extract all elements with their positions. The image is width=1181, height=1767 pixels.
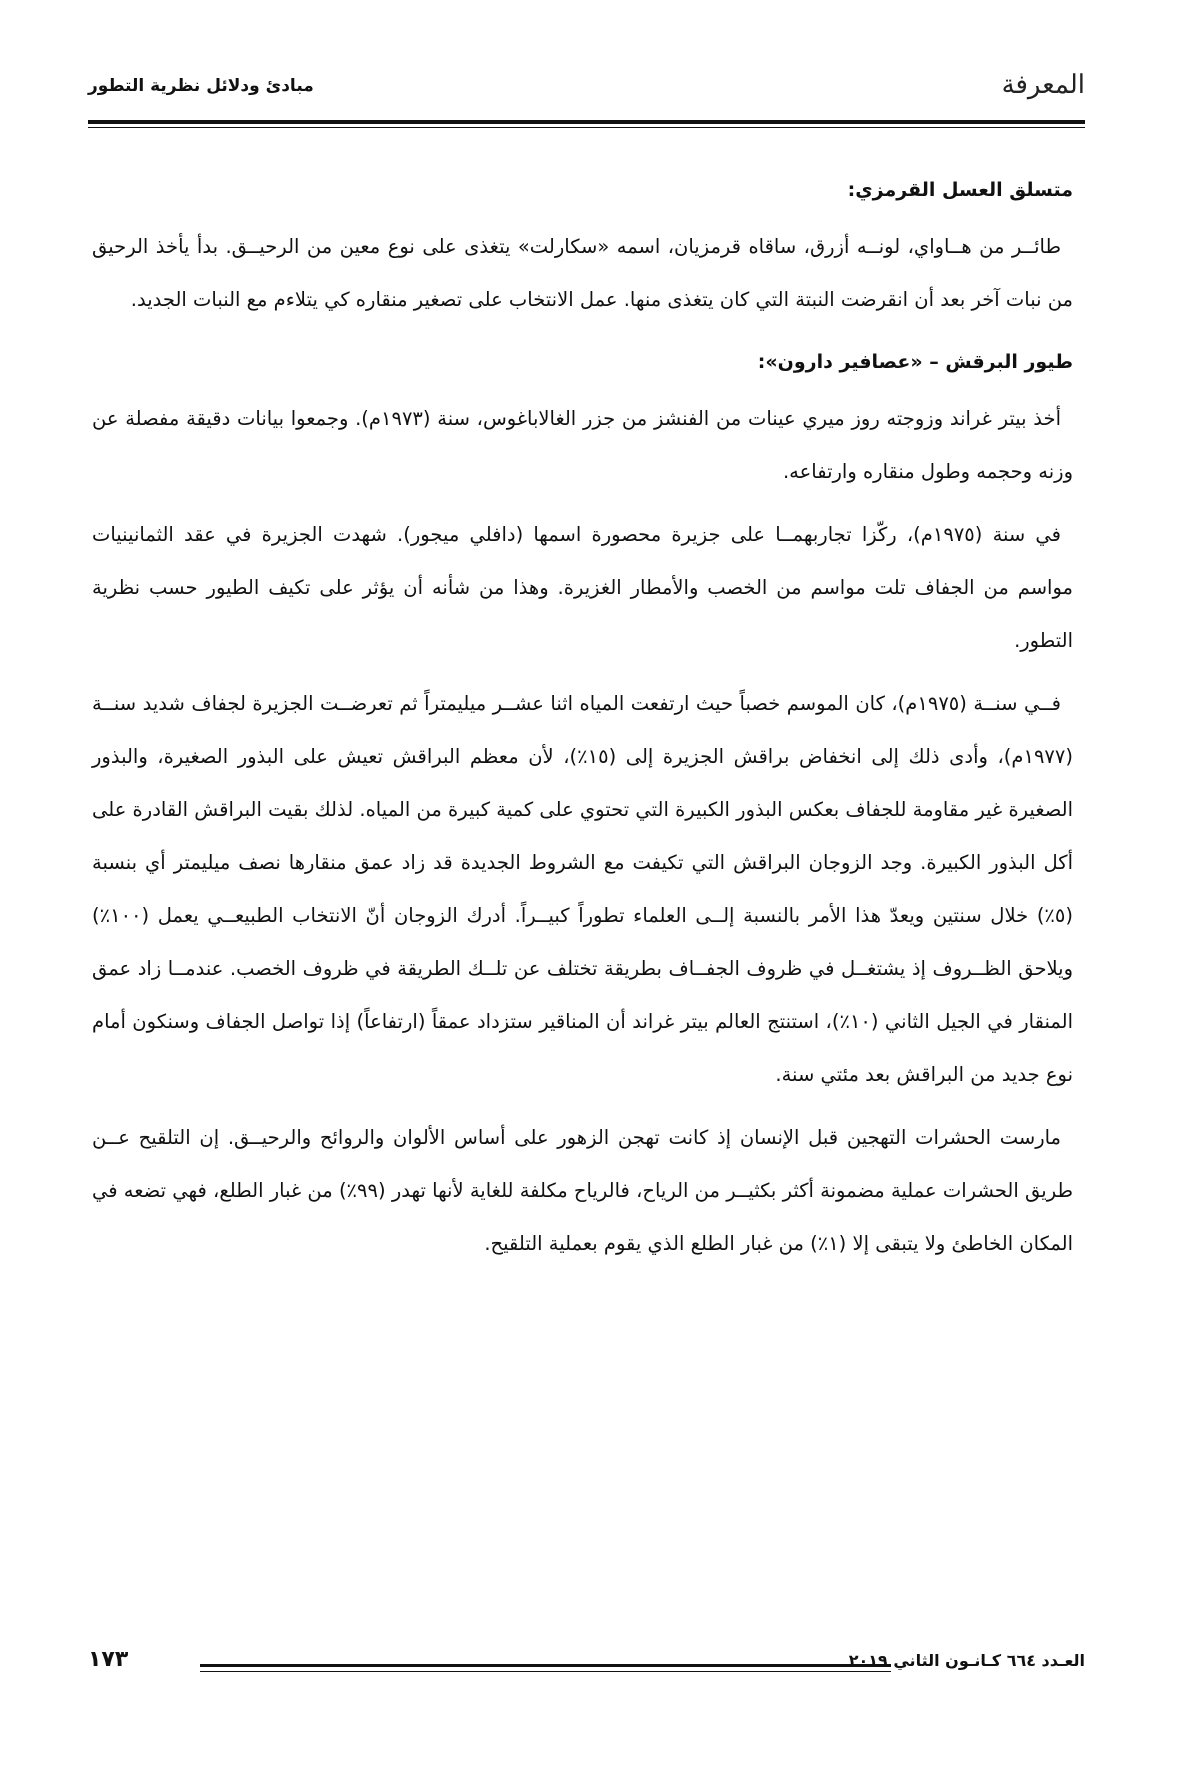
header-rule-thin [88, 127, 1085, 128]
page-footer [88, 1647, 1085, 1687]
paragraph: مارست الحشرات التهجين قبل الإنسان إذ كانت تهجن الزهور على أساس الألوان والروائح والرحيــق. إن التلقيح عــن طريق الحشرات عملية مضمونة أكثر بكثيــر من الرياح، فالرياح مكلفة للغاية لأنها تهدر (٩٩٪) من غبار الطلع، فهي تضعه في المكان الخاطئ ولا يتبقى إلا (١٪) من غبار الطلع الذي يقوم بعملية التلقيح. [92, 1126, 1073, 1255]
section-heading: متسلق العسل القرمزي: [847, 179, 1073, 201]
section-heading: طيور البرقش – «عصافير دارون»: [757, 351, 1073, 373]
paragraph: طائــر من هــاواي، لونــه أزرق، ساقاه قرمزيان، اسمه «سكارلت» يتغذى على نوع معين من الرحيــق. بدأ يأخذ الرحيق من نبات آخر بعد أن انقرضت النبتة التي كان يتغذى منها. عمل الانتخاب على تصغير منقاره كي يتلاءم مع النبات الجديد. [92, 235, 1073, 311]
page-number: ١٧٣ [88, 1647, 129, 1672]
issue-info: العـدد ٦٦٤ كـانـون الثاني ٢٠١٩ [848, 1651, 1085, 1670]
paragraph: أخذ بيتر غراند وزوجته روز ميري عينات من الفنشز من جزر الغالاباغوس، سنة (١٩٧٣م). وجمعوا بيانات دقيقة مفصلة عن وزنه وحجمه وطول منقاره وارتفاعه. [92, 407, 1073, 483]
header-rule [88, 120, 1085, 124]
article-body [92, 160, 1073, 1280]
paragraph: في سنة (١٩٧٥م)، ركّزا تجاربهمــا على جزيرة محصورة اسمها (دافلي ميجور). شهدت الجزيرة في عقد الثمانينيات مواسم من الجفاف تلت مواسم من الخصب والأمطار الغزيرة. وهذا من شأنه أن يؤثر على تكيف الطيور حسب نظرية التطور. [92, 523, 1073, 652]
page-header [88, 58, 1085, 102]
running-title: مبادئ ودلائل نظرية التطور [88, 76, 314, 96]
paragraph: فــي سنــة (١٩٧٥م)، كان الموسم خصباً حيث ارتفعت المياه اثنا عشــر ميليمتراً ثم تعرضــت الجزيرة لجفاف شديد سنــة (١٩٧٧م)، وأدى ذلك إلى انخفاض براقش الجزيرة إلى (١٥٪)، لأن معظم البراقش تعيش على البذور الصغيرة، والبذور الصغيرة غير مقاومة للجفاف بعكس البذور الكبيرة التي تحتوي على كمية كبيرة من المياه. لذلك بقيت البراقش القادرة على أكل البذور الكبيرة. وجد الزوجان البراقش التي تكيفت مع الشروط الجديدة قد زاد عمق منقارها نصف ميليمتر أي بنسبة (٥٪) خلال سنتين ويعدّ هذا الأمر بالنسبة إلــى العلماء تطوراً كبيــراً. أدرك الزوجان أنّ الانتخاب الطبيعــي يعمل (١٠٠٪) ويلاحق الظــروف إذ يشتغــل في ظروف الجفــاف بطريقة تختلف عن تلــك الطريقة في ظروف الخصب. عندمــا زاد عمق المنقار في الجيل الثاني (١٠٪)، استنتج العالم بيتر غراند أن المناقير ستزداد عمقاً (ارتفاعاً) إذا تواصل الجفاف وسنكون أمام نوع جديد من البراقش بعد مئتي سنة. [92, 692, 1073, 1086]
magazine-logo: المعرفة [1001, 70, 1085, 100]
